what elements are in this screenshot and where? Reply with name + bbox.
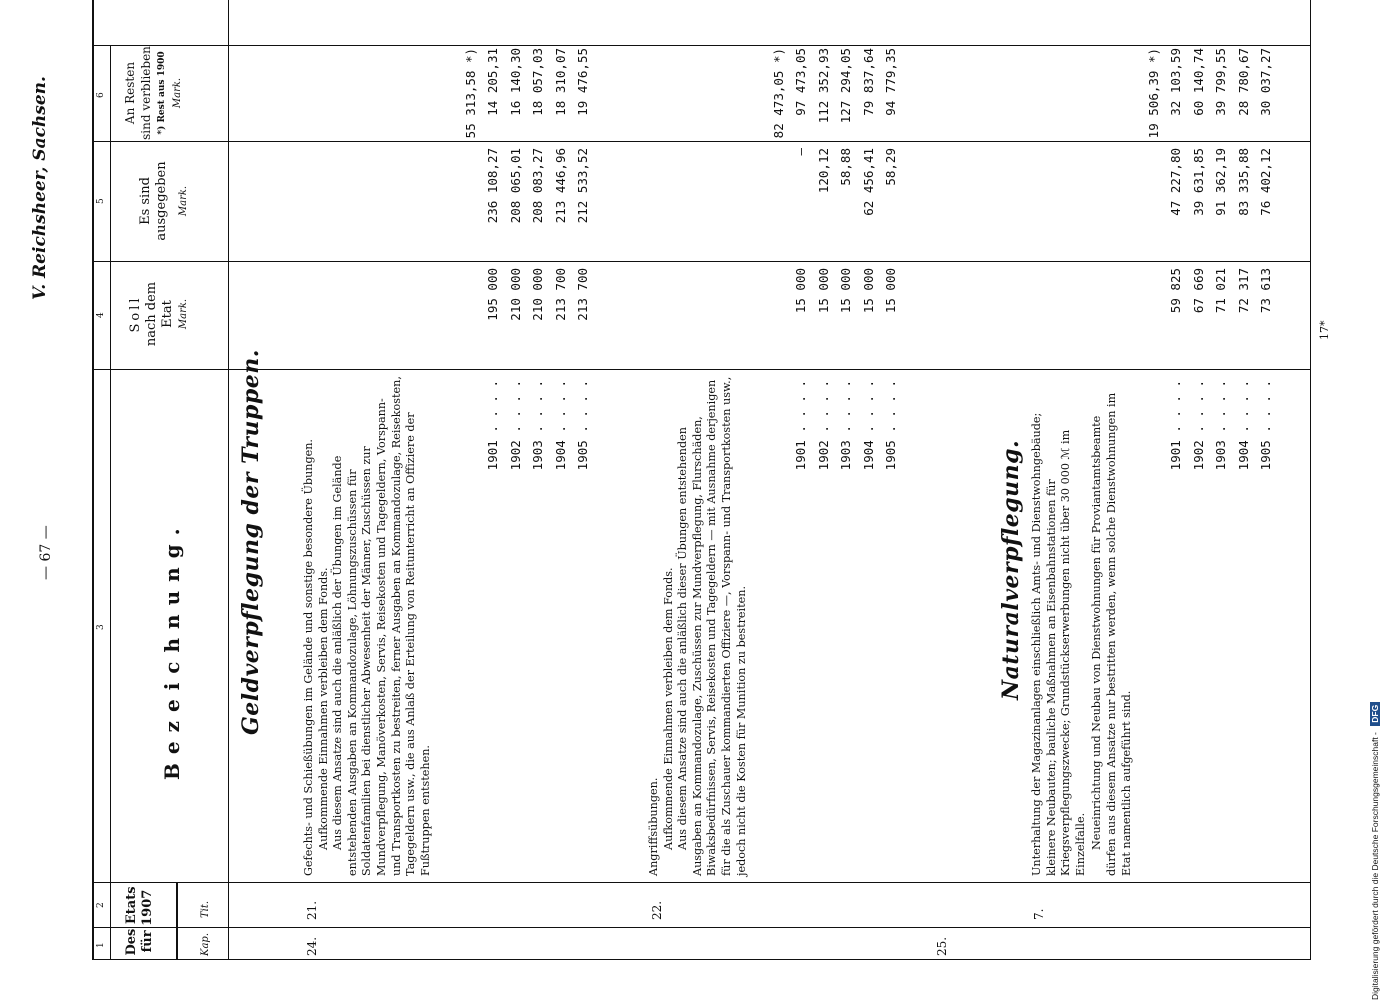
ausgegeben-value: 62 456,41 <box>860 148 876 216</box>
col-tit-right-rule <box>92 882 1310 883</box>
digitization-note: Digitalisierung gefördert durch die Deutsche Forschungsgemeinschaft - DFG <box>1370 10 1380 1000</box>
tit-7: 7. <box>1032 908 1046 920</box>
section-title-naturalverpflegung: Naturalverpflegung. <box>998 439 1024 700</box>
rest-value: 30 037,27 <box>1258 48 1273 116</box>
col-number-5: 5 <box>96 198 106 204</box>
year-label: 1905 . . . . <box>1258 380 1273 471</box>
rest-value: 32 103,59 <box>1168 48 1183 116</box>
bezeichnung-header: Bezeichnung. <box>160 519 184 780</box>
col-bez-right-rule <box>92 369 1310 370</box>
ausgegeben-value: 76 402,12 <box>1258 148 1273 216</box>
rest-value: 112 352,93 <box>815 48 831 124</box>
year-label: 1902 . . . . <box>507 380 523 471</box>
col-kap-left-rule <box>92 959 1310 960</box>
col-number-3: 3 <box>96 624 106 630</box>
header-bottom-rule <box>228 0 229 960</box>
printer-signature: 17* <box>1318 320 1331 340</box>
soll-value: 213 700 <box>552 268 568 321</box>
year-label: 1903 . . . . <box>530 380 545 471</box>
rest-value: 97 473,05 <box>793 48 808 116</box>
soll-value: 71 021 <box>1213 268 1228 314</box>
etat-header-rule <box>176 883 178 960</box>
rest-value: 28 780,67 <box>1235 48 1251 116</box>
kap-25: 25. <box>935 936 949 956</box>
year-label: 1904 . . . . <box>552 380 568 471</box>
ausgegeben-value: 47 227,80 <box>1168 148 1183 216</box>
year-label: 1901 . . . . <box>485 380 500 471</box>
col-soll-right-rule <box>92 261 1310 262</box>
col-rest-right-rule <box>92 45 1310 46</box>
soll-value: 73 613 <box>1258 268 1273 314</box>
soll-value: 15 000 <box>838 268 853 314</box>
rest-value: 94 779,35 <box>883 48 898 116</box>
soll-value: 67 669 <box>1190 268 1206 314</box>
soll-value: 213 700 <box>575 268 590 321</box>
col-number-1: 1 <box>96 942 106 948</box>
soll-value: 210 000 <box>507 268 523 321</box>
year-label: 1904 . . . . <box>860 380 876 471</box>
ausgegeben-value: 83 335,88 <box>1235 148 1251 216</box>
ausgegeben-value: 213 446,96 <box>552 148 568 224</box>
etat-header: Des Etats für 1907 <box>124 886 155 956</box>
soll-value: 59 825 <box>1168 268 1183 314</box>
rest-value: 16 140,30 <box>507 48 523 116</box>
item-7-rest-1900: 19 506,39 *) <box>1146 48 1161 139</box>
rest-value: 14 205,31 <box>485 48 500 116</box>
colnum-rule <box>110 46 111 960</box>
table-top-rule <box>92 0 94 960</box>
year-label: 1902 . . . . <box>1190 380 1206 471</box>
tit-21: 21. <box>305 900 319 920</box>
soll-value: 195 000 <box>485 268 500 321</box>
section-title-geldverpflegung: Geldverpflegung der Truppen. <box>238 349 264 735</box>
item-21-description: Gefechts- und Schießübungen im Gelände und sonstige besondere Übungen. Aufkommende Einnahmen verbleiben dem Fonds. Aus diesem Ansatze sind auch die anläßlich der Übungen im Gelände entstehenden Ausgaben an Kommandozulage, Löhnungszuschüssen für Soldatenfamilien bei dienstlicher Abwesenheit der Männer, Zuschüssen zur Mundverpflegung, Manöverkosten, Servis, Reisekosten und Tagegeldern, Vorspann- und Transportkosten zu bestreiten, ferner Ausgaben an Kommandozulage, Reisekosten, Tagegeldern usw., die aus Anlaß der Erteilung von Reitunterricht an Offiziere der Fußtruppen entstehen. <box>302 376 432 876</box>
soll-header: Soll nach dem Etat Mark. <box>128 281 189 347</box>
kap-header: Kap. <box>200 932 211 956</box>
year-label: 1903 . . . . <box>1213 380 1228 471</box>
ausgegeben-value: 236 108,27 <box>485 148 500 224</box>
item-22-description: Angriffsübungen. Aufkommende Einnahmen verbleiben dem Fonds. Aus diesem Ansatze sind auch die anläßlich dieser Übungen entstehenden Ausgaben an Kommandozulage, Zuschüssen zur Mundverpflegung, Flurschäden, Biwaksbedürfnissen, Servis, Reisekosten und Tagegeldern — mit Ausnahme derjenigen für die als Zuschauer kommandierten Offiziere —, Vorspann- und Transportkosten usw., jedoch nicht die Kosten für Munition zu bestreiten. <box>647 376 748 876</box>
ausgegeben-value: 120,12 <box>815 148 831 194</box>
soll-value: 15 000 <box>815 268 831 314</box>
rest-value: 79 837,64 <box>860 48 876 116</box>
soll-value: 15 000 <box>883 268 898 314</box>
rest-header: An Resten sind verblieben *) Rest aus 1900 Mark. <box>123 46 183 140</box>
col-number-4: 4 <box>96 312 106 318</box>
soll-value: 15 000 <box>793 268 808 314</box>
ausgegeben-value: — <box>793 148 808 156</box>
soll-value: 210 000 <box>530 268 545 321</box>
running-title: V. Reichsheer, Sachsen. <box>30 76 50 300</box>
item-7-description: Unterhaltung der Magazinanlagen einschließlich Amts- und Dienstwohngebäude; kleinere Neubauten; bauliche Maßnahmen an Eisenbahnstationen für Kriegsverpflegungszwecke; Grundstückserwerbungen nicht über 30 000 ℳ im Einzelfalle. Neueinrichtung und Neubau von Dienstwohnungen für Proviantamtsbeamte dürfen aus diesem Ansatze nur bestritten werden, wenn solche Dienstwohnungen im Etat namentlich aufgeführt sind. <box>1030 392 1133 876</box>
ausgegeben-header: Es sind ausgegeben Mark. <box>138 161 189 241</box>
tit-22: 22. <box>650 900 664 920</box>
col-number-6: 6 <box>96 92 106 98</box>
ausgegeben-value: 58,88 <box>838 148 853 186</box>
table-bottom-rule <box>1310 0 1311 960</box>
ausgegeben-value: 91 362,19 <box>1213 148 1228 216</box>
year-label: 1901 . . . . <box>1168 380 1183 471</box>
col-ausg-right-rule <box>92 141 1310 142</box>
soll-value: 15 000 <box>860 268 876 314</box>
year-label: 1905 . . . . <box>575 380 590 471</box>
year-label: 1902 . . . . <box>815 380 831 471</box>
year-label: 1904 . . . . <box>1235 380 1251 471</box>
year-label: 1903 . . . . <box>838 380 853 471</box>
year-label: 1905 . . . . <box>883 380 898 471</box>
soll-value: 72 317 <box>1235 268 1251 314</box>
ausgegeben-value: 208 065,01 <box>507 148 523 224</box>
dfg-logo: DFG <box>1370 702 1380 726</box>
item-21-rest-1900: 55 313,58 *) <box>463 48 478 139</box>
page-number: — 67 — <box>38 525 54 580</box>
year-label: 1901 . . . . <box>793 380 808 471</box>
rest-value: 18 310,07 <box>552 48 568 116</box>
rest-value: 60 140,74 <box>1190 48 1206 116</box>
ausgegeben-value: 39 631,85 <box>1190 148 1206 216</box>
rest-value: 127 294,05 <box>838 48 853 124</box>
ausgegeben-value: 208 083,27 <box>530 148 545 224</box>
rest-value: 19 476,55 <box>575 48 590 116</box>
col-number-2: 2 <box>96 902 106 908</box>
col-kap-right-rule <box>92 927 1310 928</box>
rest-value: 18 057,03 <box>530 48 545 116</box>
item-22-rest-1900: 82 473,05 *) <box>771 48 786 139</box>
kap-24: 24. <box>305 936 319 956</box>
tit-header: Tit. <box>200 900 211 918</box>
rest-value: 39 799,55 <box>1213 48 1228 116</box>
ausgegeben-value: 212 533,52 <box>575 148 590 224</box>
ausgegeben-value: 58,29 <box>883 148 898 186</box>
